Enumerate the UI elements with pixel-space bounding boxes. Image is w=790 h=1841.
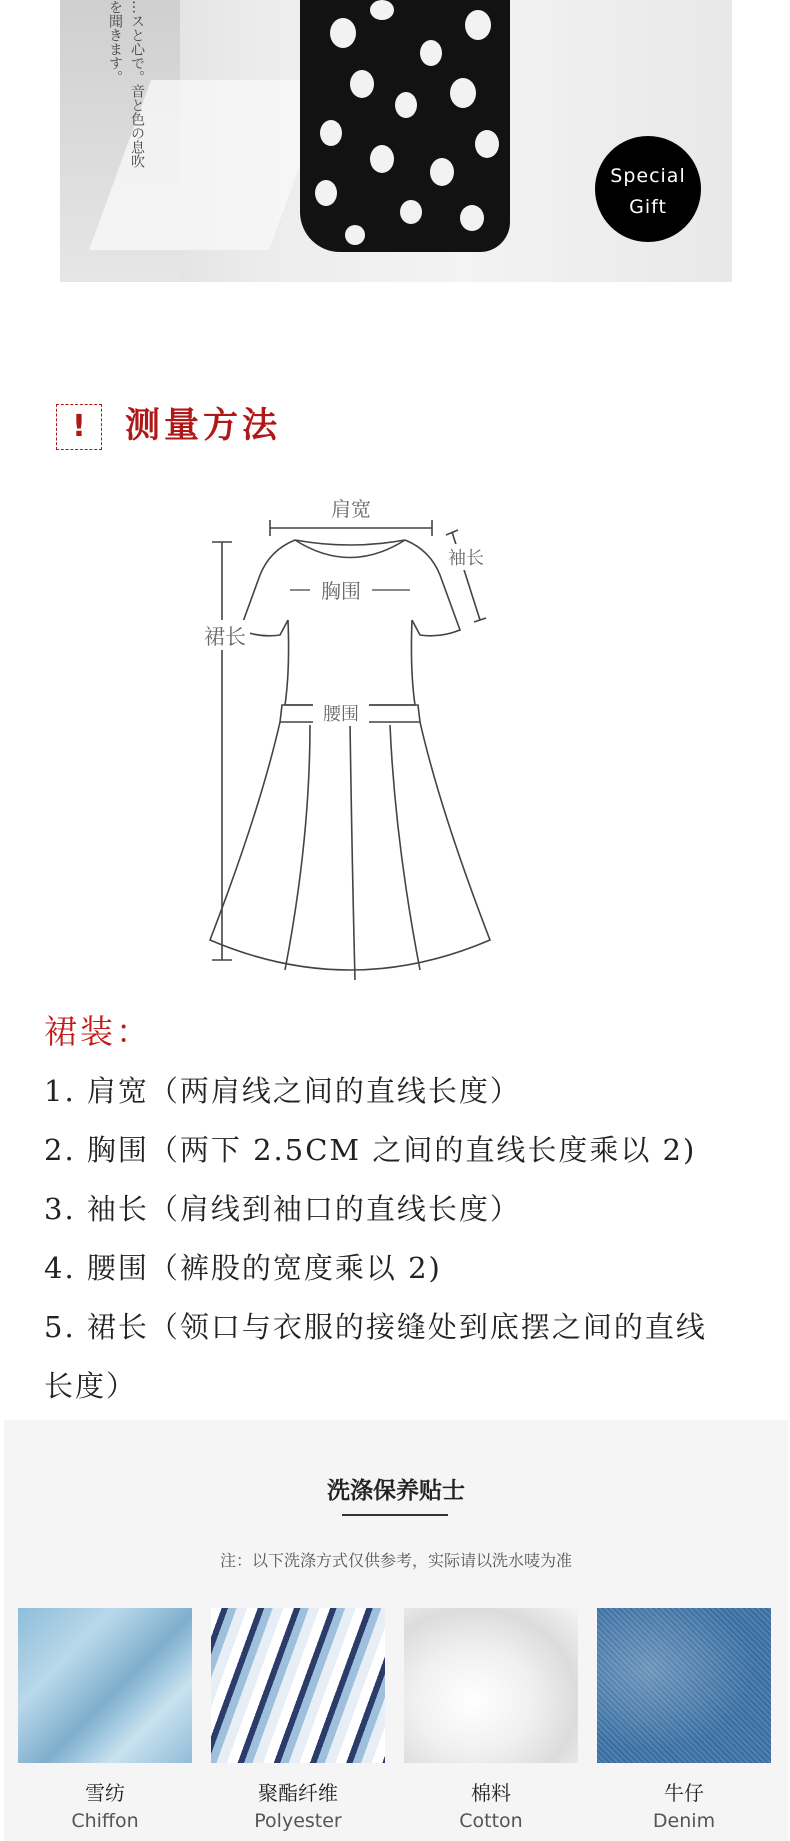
care-note: 注：以下洗涤方式仅供参考，实际请以洗水唛为准	[219, 1551, 572, 1570]
fabric-name-cn: 聚酯纤维	[258, 1781, 338, 1805]
denim-swatch	[597, 1608, 771, 1763]
section-title: 测量方法	[125, 405, 282, 446]
fabric-name-en: Cotton	[459, 1810, 523, 1832]
label-sleeve: 袖长	[448, 548, 484, 569]
rule-item: 3. 袖长（肩线到袖口的直线长度）	[44, 1192, 521, 1226]
fabric-card-polyester	[211, 1608, 385, 1833]
fabric-card-chiffon	[18, 1608, 192, 1833]
fabric-name-cn: 牛仔	[664, 1781, 704, 1805]
bodice	[285, 620, 415, 705]
label-chest: 胸围	[321, 579, 361, 603]
polyester-swatch	[211, 1608, 385, 1763]
fabric-card-denim	[597, 1608, 771, 1833]
label-shoulder: 肩宽	[331, 497, 371, 521]
fabric-name-en: Denim	[652, 1810, 716, 1832]
dress-measurement-diagram	[190, 480, 520, 980]
label-length: 裙长	[204, 625, 246, 649]
rule-item: 5. 裙长（领口与衣服的接缝处到底摆之间的直线	[44, 1310, 707, 1344]
chiffon-swatch	[18, 1608, 192, 1763]
rule-item: 2. 胸围（两下 2.5CM 之间的直线长度乘以 2)	[44, 1133, 697, 1167]
badge-line1: Special	[610, 165, 686, 187]
rule-item: 长度）	[44, 1369, 138, 1403]
care-tips-section	[4, 1420, 788, 1841]
rule-item: 4. 腰围（裤股的宽度乘以 2)	[44, 1251, 442, 1285]
fabric-name-cn: 棉料	[471, 1781, 511, 1805]
fabric-name-cn: 雪纺	[85, 1781, 125, 1805]
measurement-rules	[44, 1062, 759, 1416]
cotton-swatch	[404, 1608, 578, 1763]
exclamation-icon: !	[56, 404, 102, 450]
hero-vertical-text: …スと心で。音と色の息吹を聞きます。	[107, 0, 145, 168]
skirt-heading: 裙装：	[44, 1012, 152, 1051]
label-waist: 腰围	[323, 704, 359, 725]
fabric-name-en: Chiffon	[71, 1810, 139, 1832]
title-underline	[342, 1514, 448, 1516]
hero-photo	[60, 0, 732, 282]
fabric-card-cotton	[404, 1608, 578, 1833]
special-gift-badge	[595, 136, 701, 242]
fabric-name-en: Polyester	[254, 1810, 342, 1832]
polka-dot-dress	[300, 0, 510, 252]
rule-item: 1. 肩宽（两肩线之间的直线长度）	[44, 1074, 521, 1108]
care-title: 洗涤保养贴士	[327, 1478, 465, 1504]
badge-line2: Gift	[629, 196, 667, 218]
